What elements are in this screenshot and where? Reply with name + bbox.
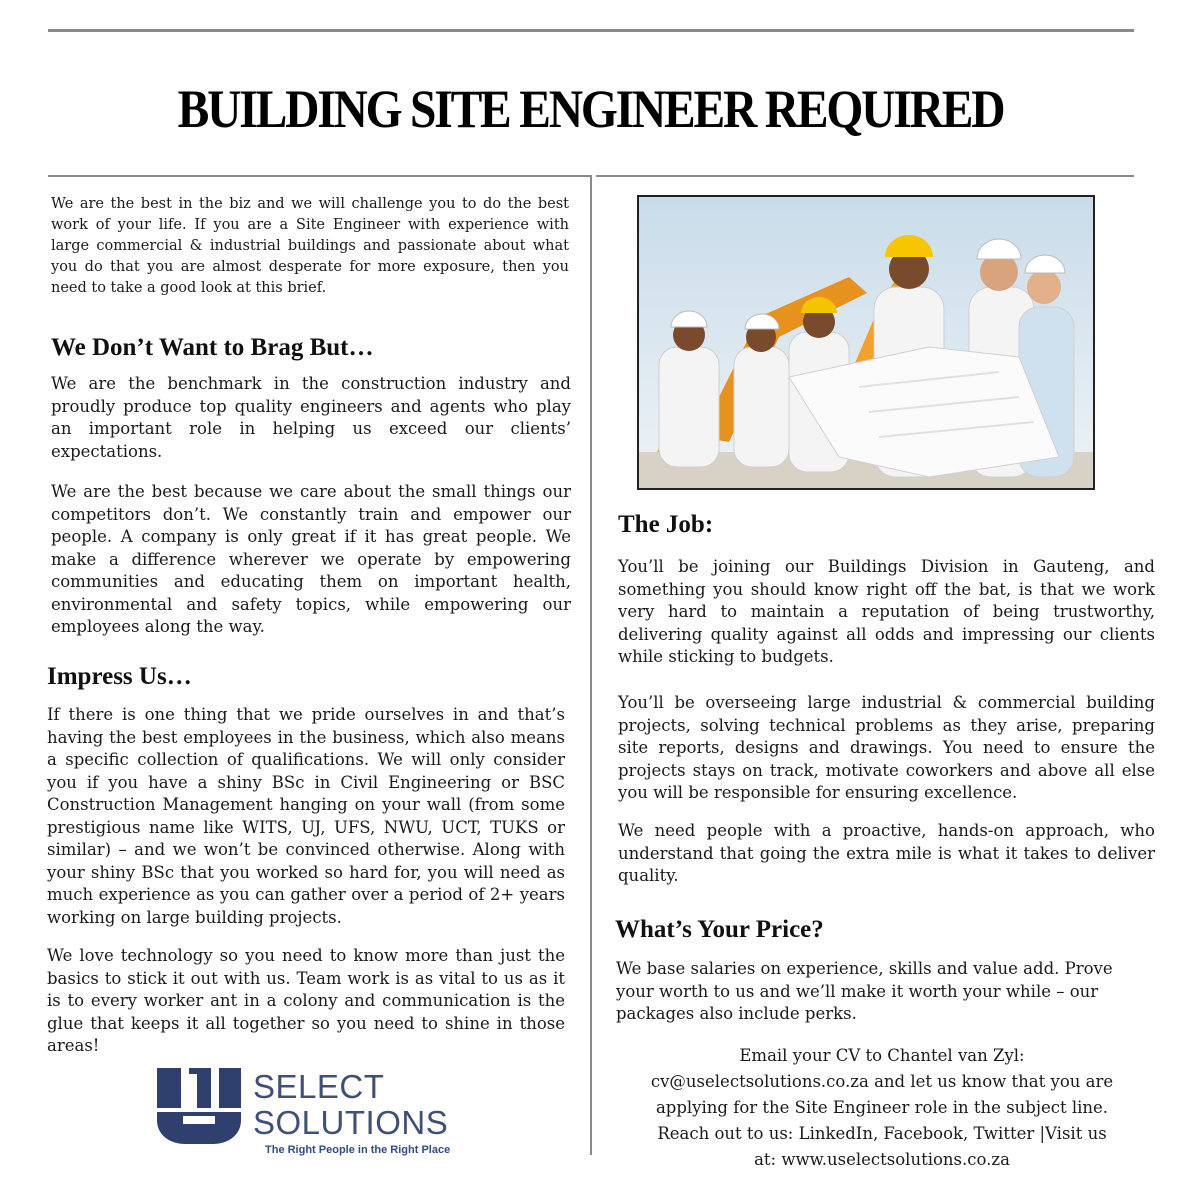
contact-line-2: cv@uselectsolutions.co.za and let us know that you are xyxy=(650,1072,1114,1091)
job-paragraph-1: You’ll be joining our Buildings Division in Gauteng, and something you should know right off the bat, is that we work very hard to maintain a reputation of being trustworthy, delivering quality against all odds and impressing our clients while sticking to budgets. xyxy=(618,557,1155,666)
contact-line-3: applying for the Site Engineer role in the subject line. xyxy=(655,1098,1109,1117)
select-solutions-logo-mark xyxy=(157,1066,245,1146)
contact-block xyxy=(612,1043,1152,1173)
job-heading: The Job: xyxy=(618,511,714,538)
left-header-rule xyxy=(48,175,591,177)
brag-paragraph-1: We are the benchmark in the construction industry and proudly produce top quality engineers and agents who play an important role in helping us exceed our clients’ expectations. xyxy=(51,374,571,461)
brag-paragraph-2: We are the best because we care about the small things our competitors don’t. We constantly train and empower our people. A company is only great if it has great people. We make a difference wherever we operate by empowering communities and educating them on important health, environmental and safety topics, while empowering our employees along the way. xyxy=(51,482,571,636)
impress-paragraph-1: If there is one thing that we pride ourselves in and that’s having the best employees in the business, which also means a specific collection of qualifications. We will only consider you if you have a shiny BSc in Civil Engineering or BSC Construction Management hanging on your wall (from some prestigious name like WITS, UJ, UFS, NWU, UCT, TUKS or similar) – and we won’t be convinced otherwise. Along with your shiny BSc that you worked so hard for, you will need as much experience as you can gather over a period of 2+ years working on large building projects. xyxy=(47,705,565,927)
contact-line-1: Email your CV to Chantel van Zyl: xyxy=(739,1046,1025,1065)
contact-line-5: at: www.uselectsolutions.co.za xyxy=(754,1150,1010,1169)
select-solutions-logo xyxy=(157,1066,457,1161)
construction-team-photo xyxy=(637,195,1095,490)
job-paragraph-2: You’ll be overseeing large industrial & commercial building projects, solving technical problems as they arise, preparing site reports, designs and drawings. You need to ensure the projects stays on track, motivate coworkers and above all else you will be responsible for ensuring excellence. xyxy=(618,693,1155,802)
logo-line-2: SOLUTIONS xyxy=(253,1104,449,1141)
job-paragraph-3: We need people with a proactive, hands-on approach, who understand that going the extra mile is what it takes to deliver quality. xyxy=(618,821,1155,885)
column-divider xyxy=(590,175,592,1155)
contact-line-4: Reach out to us: LinkedIn, Facebook, Twitter |Visit us xyxy=(657,1124,1107,1143)
brag-heading: We Don’t Want to Brag But… xyxy=(51,334,374,361)
impress-paragraph-2: We love technology so you need to know more than just the basics to stick it out with us. Team work is as vital to us as it is to every worker ant in a colony and communication is the glue that keeps it all together so you need to shine in those areas! xyxy=(47,946,565,1055)
logo-tagline: The Right People in the Right Place xyxy=(265,1144,451,1156)
page-title: BUILDING SITE ENGINEER REQUIRED xyxy=(177,79,1004,139)
top-rule xyxy=(48,29,1134,32)
price-heading: What’s Your Price? xyxy=(615,916,824,943)
price-paragraph: We base salaries on experience, skills and value add. Prove your worth to us and we’ll make it worth your while – our packages also include perks. xyxy=(616,959,1113,1023)
construction-team-illustration xyxy=(639,197,1093,488)
logo-line-1: SELECT xyxy=(253,1068,385,1105)
impress-heading: Impress Us… xyxy=(47,663,192,690)
right-header-rule xyxy=(596,175,1134,177)
intro-paragraph: We are the best in the biz and we will challenge you to do the best work of your life. If you are a Site Engineer with experience with large commercial & industrial buildings and passionate about what you do that you are almost desperate for more exposure, then you need to take a good look at this brief. xyxy=(51,196,569,296)
